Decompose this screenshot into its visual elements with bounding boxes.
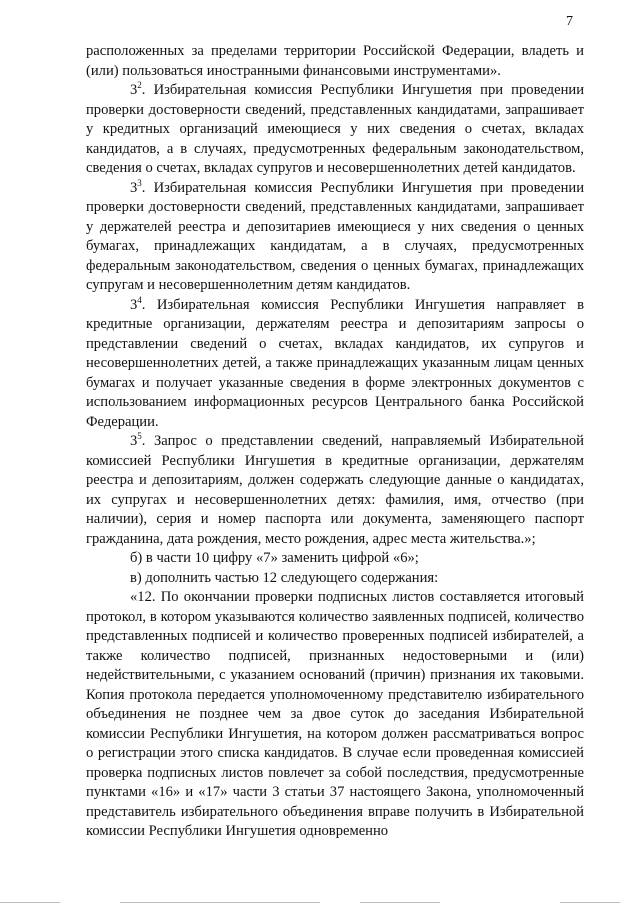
- clause-number: 3: [130, 179, 138, 196]
- page-number: 7: [566, 14, 573, 29]
- paragraph-text: . Избирательная комиссия Республики Ингушетия при проведении проверки достоверности сведений, представленных кандидатами, запрашивает у кредитных организаций имеющиеся у них сведения о счетах, вкладах кандидатов, а в случаях, предусмотренных федеральным законодательством, сведения о счетах, вкладах супругов и несовершеннолетних детей кандидатов.: [86, 82, 584, 176]
- clause-superscript: 3: [137, 177, 142, 188]
- clause-number: 3: [130, 82, 138, 98]
- paragraph-3-4: [86, 296, 584, 433]
- scan-artifact: [0, 902, 60, 903]
- paragraph-continuation: расположенных за пределами территории Российской Федерации, владеть и (или) пользоваться иностранными финансовыми инструментами».: [86, 43, 584, 79]
- list-item-b: б) в части 10 цифру «7» заменить цифрой «6»;: [130, 550, 419, 566]
- document-body: [86, 42, 584, 842]
- clause-superscript: 2: [137, 80, 142, 91]
- clause-superscript: 5: [137, 431, 142, 442]
- paragraph-text: . Избирательная комиссия Республики Ингушетия направляет в кредитные организации, держателям реестра и депозитариям запросы о представлении сведений о счетах, вкладах кандидатов, их супругов и несовершеннолетних детей, а также принадлежащих указанным лицам ценных бумагах и получает указанные сведения в форме электронных документов с использованием информационных ресурсов Центрального банка Российской Федерации.: [86, 296, 584, 430]
- scan-artifact: [560, 902, 620, 903]
- scan-artifact: [360, 902, 440, 903]
- clause-number: 3: [130, 296, 138, 313]
- paragraph-3-5: [86, 432, 584, 549]
- paragraph-12: «12. По окончании проверки подписных листов составляется итоговый протокол, в котором указываются количество заявленных подписей, количество представленных подписей и количество проверенных подписей избирателей, а также количество подписей, признанных недостоверными и (или) недействительными, с указанием оснований (причин) признания их таковыми. Копия протокола передается уполномоченному представителю избирательного объединения не позднее чем за двое суток до заседания Избирательной комиссии Республики Ингушетия, на котором должен рассматриваться вопрос о регистрации этого списка кандидатов. В случае если проведенная комиссией проверка подписных листов повлечет за собой последствия, предусмотренные пунктами «16» и «17» части 3 статьи 37 настоящего Закона, уполномоченный представитель избирательного объединения вправе получить в Избирательной комиссии Республики Ингушетия одновременно: [86, 589, 584, 839]
- paragraph-3-3: [86, 179, 584, 296]
- paragraph-text: . Избирательная комиссия Республики Ингушетия при проведении проверки достоверности сведений, представленных кандидатами, запрашивает у держателей реестра и депозитариев имеющиеся у них сведения о ценных бумагах, принадлежащих кандидатам, а в случаях, предусмотренных федеральным законодательством, сведения о ценных бумагах, принадлежащих супругам и несовершеннолетним детям кандидатов.: [86, 179, 584, 293]
- clause-superscript: 4: [137, 294, 142, 305]
- paragraph-text: . Запрос о представлении сведений, направляемый Избирательной комиссией Республики Ингушетия в кредитные организации, держателям реестра и депозитариям, должен содержать следующие данные о кандидатах, их супругах и несовершеннолетних детях: фамилия, имя, отчество (при наличии), серия и номер паспорта или документа, заменяющего паспорт гражданина, дата рождения, место рождения, адрес места жительства.»;: [86, 433, 584, 547]
- paragraph-3-2: [86, 81, 584, 179]
- clause-number: 3: [130, 433, 138, 449]
- list-item-v: в) дополнить частью 12 следующего содержания:: [130, 569, 439, 586]
- scan-artifact: [120, 902, 320, 903]
